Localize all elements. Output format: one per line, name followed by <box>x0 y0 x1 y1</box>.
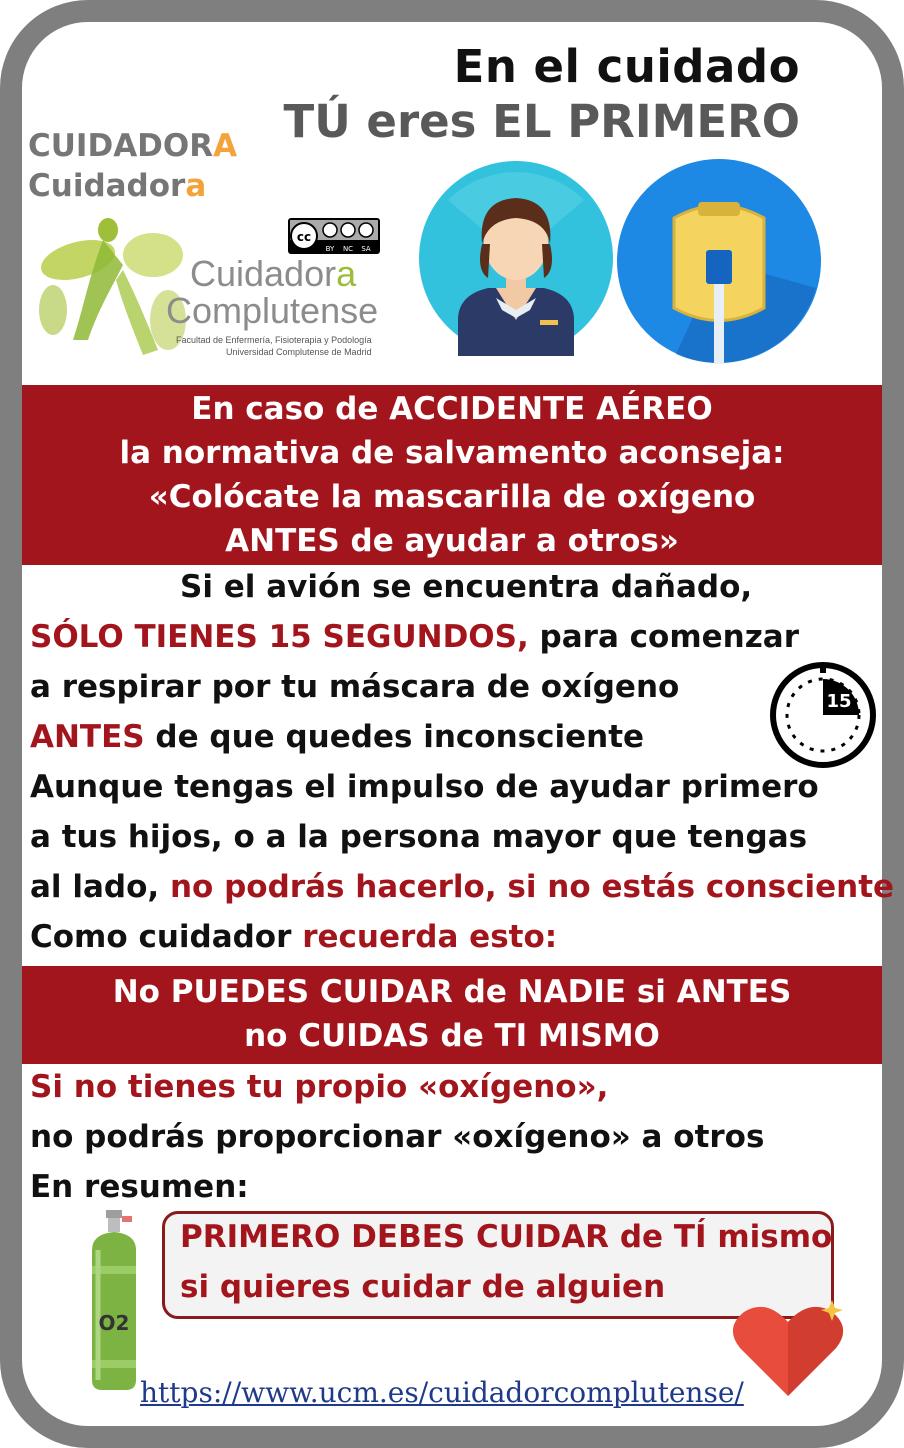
body-line-4 <box>30 719 644 755</box>
body-line-1: Si el avión se encuentra dañado, <box>180 569 753 605</box>
logo-word-1 <box>190 253 356 295</box>
body-line-5: Aunque tengas el impulso de ayudar primero <box>30 769 819 805</box>
body-line-8-red: recuerda esto: <box>302 919 558 955</box>
banner-self-care <box>22 966 882 1064</box>
banner-accident-line-4: ANTES de ayudar a otros» <box>225 523 679 559</box>
body-line-7-red: no podrás hacerlo, si no estás consciente <box>169 869 895 905</box>
title-line-1: En el cuidado <box>453 40 800 93</box>
body-line-8-start: Como cuidador <box>30 919 303 955</box>
license-badge <box>288 218 380 254</box>
oxygen-tank-icon <box>78 1210 150 1392</box>
stopwatch-label: 15 <box>826 691 852 712</box>
body-line-4-red: ANTES <box>30 719 145 755</box>
summary-line-2: si quieres cuidar de alguien <box>180 1269 666 1305</box>
body-line-3: a respirar por tu máscara de oxígeno <box>30 669 680 705</box>
body-line-7-start: al lado, <box>30 869 170 905</box>
logo-word-1-accent: a <box>336 253 357 294</box>
banner-accident <box>22 385 882 565</box>
body-line-4-rest: de que quedes inconsciente <box>144 719 645 755</box>
heart-icon <box>730 1300 848 1400</box>
title-line-2: TÚ eres EL PRIMERO <box>283 95 800 148</box>
body2-line-1: Si no tienes tu propio «oxígeno», <box>30 1069 609 1105</box>
brand-line-2-accent: a <box>185 168 207 204</box>
logo-word-2: Complutense <box>166 290 379 331</box>
flight-attendant-icon <box>418 160 614 356</box>
banner-accident-line-3: «Colócate la mascarilla de oxígeno <box>148 479 756 515</box>
brand-line-1-prefix: CUIDADOR <box>28 128 214 164</box>
body-line-2-rest: para comenzar <box>528 619 799 655</box>
stopwatch-15-icon <box>770 662 876 768</box>
brand-line-1-accent: A <box>213 128 238 164</box>
banner-accident-line-2: la normativa de salvamento aconseja: <box>119 435 785 471</box>
body2-line-2: no podrás proporcionar «oxígeno» a otros <box>30 1119 765 1155</box>
banner-self-care-line-2: no CUIDAS de TI MISMO <box>244 1018 660 1054</box>
body-line-8 <box>30 919 557 955</box>
summary-line-1: PRIMERO DEBES CUIDAR de TÍ mismo <box>180 1219 833 1255</box>
cc-by-nc-sa-icon <box>288 218 380 254</box>
brand-line-2 <box>28 168 206 204</box>
banner-accident-line-1: En caso de ACCIDENTE AÉREO <box>191 391 713 427</box>
body-line-7 <box>30 869 894 905</box>
oxygen-mask-icon <box>616 158 822 364</box>
logo-subtitle-1: Facultad de Enfermería, Fisioterapia y Podología <box>176 335 372 345</box>
logo-subtitle-2: Universidad Complutense de Madrid <box>226 347 372 357</box>
svg-text:cc: cc <box>296 230 312 244</box>
tank-label: O2 <box>98 1311 130 1335</box>
brand-line-1 <box>28 128 237 164</box>
banner-self-care-line-1: No PUEDES CUIDAR de NADIE si ANTES <box>112 974 792 1010</box>
body-line-2-red: SÓLO TIENES 15 SEGUNDOS, <box>30 619 529 655</box>
brand-line-2-prefix: Cuidador <box>28 168 186 204</box>
footer-link[interactable]: https://www.ucm.es/cuidadorcomplutense/ <box>140 1376 744 1409</box>
logo-word-1-text: Cuidador <box>190 253 337 294</box>
body-line-2 <box>30 619 799 655</box>
license-sa: SA <box>361 245 371 253</box>
license-by: BY <box>325 245 335 253</box>
body2-line-3: En resumen: <box>30 1169 249 1205</box>
body-line-6: a tus hijos, o a la persona mayor que tengas <box>30 819 808 855</box>
license-nc: NC <box>342 245 354 253</box>
